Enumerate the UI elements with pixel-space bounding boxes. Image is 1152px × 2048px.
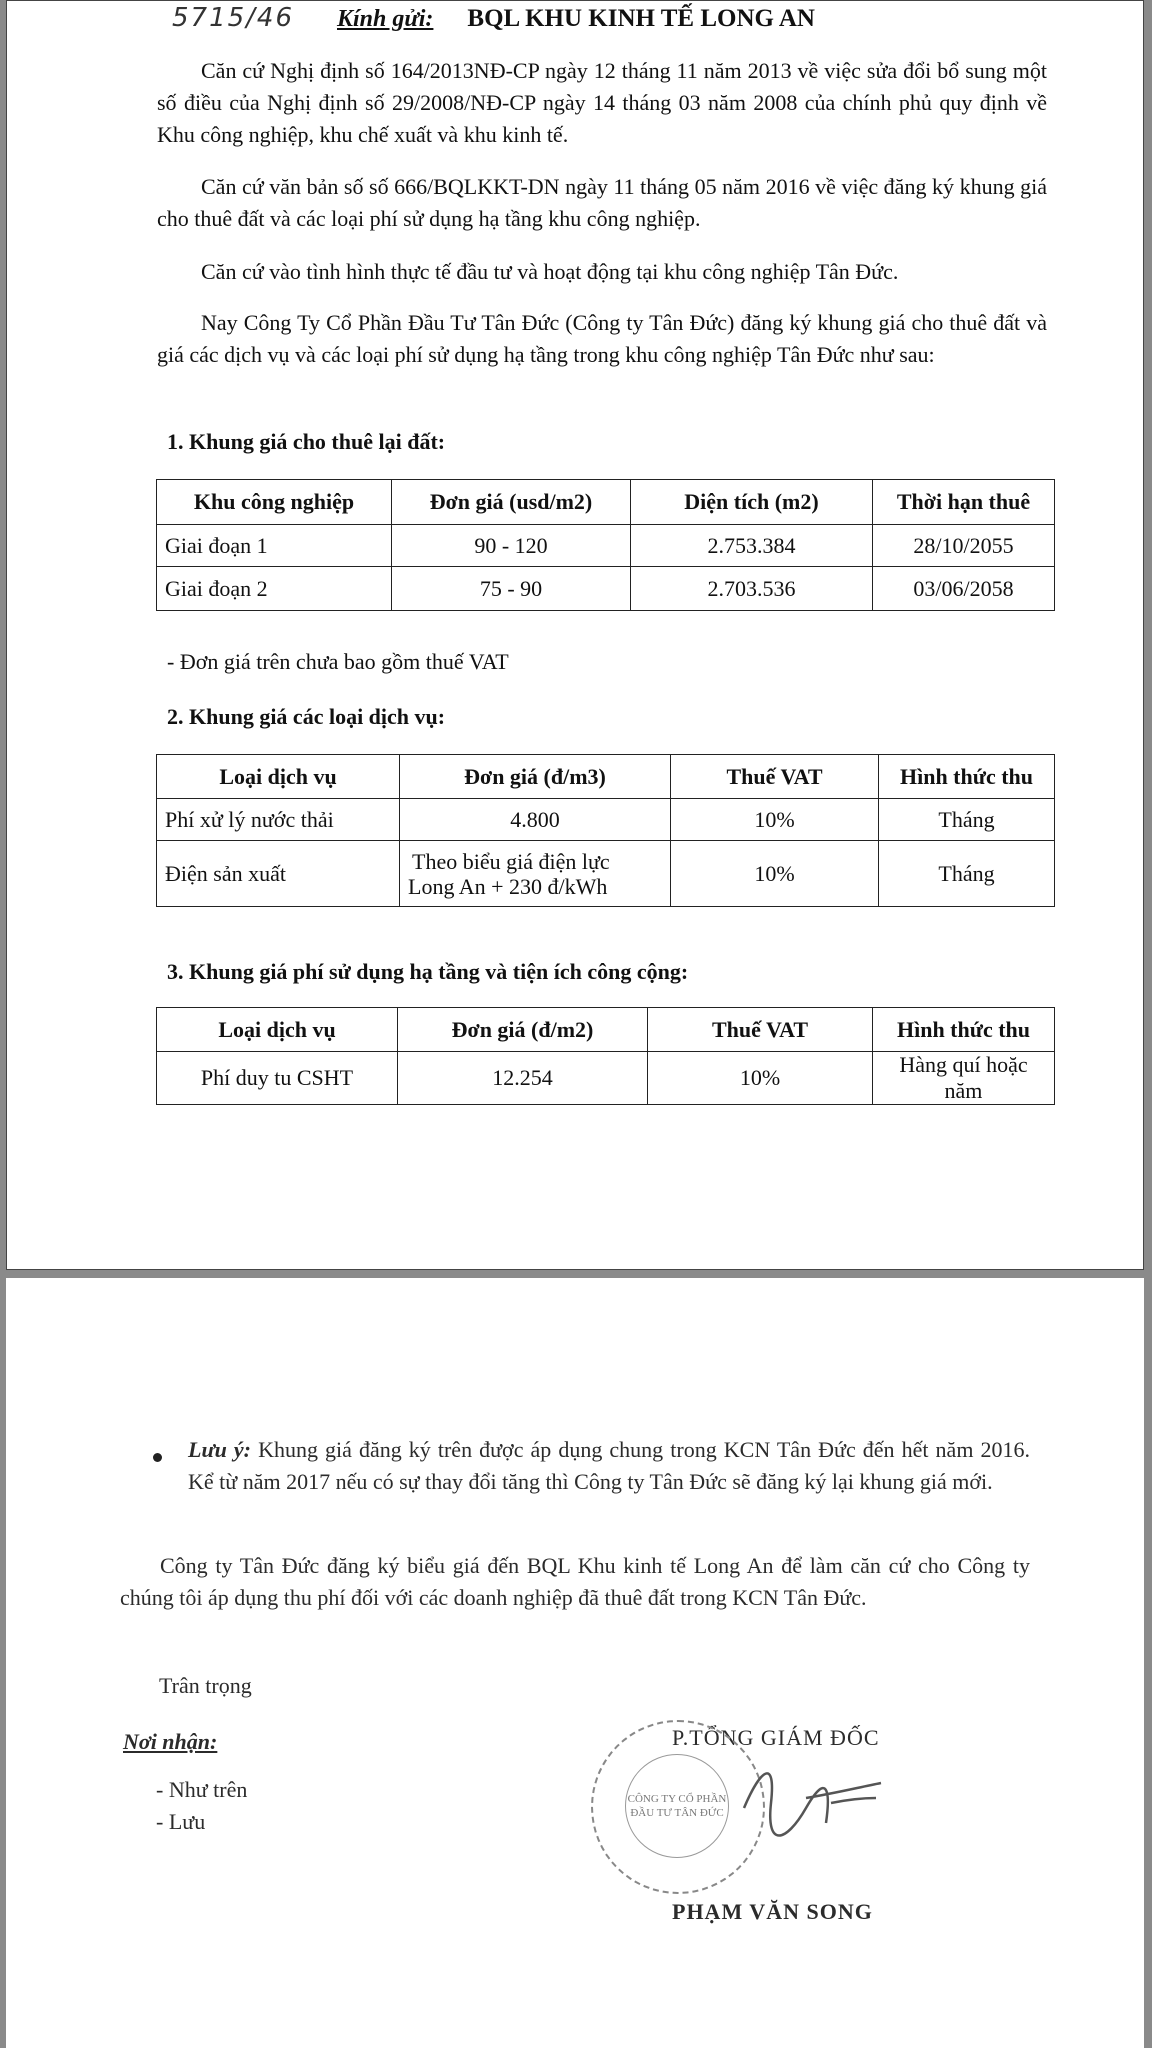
section-1-title: 1. Khung giá cho thuê lại đất: [167, 429, 446, 454]
land-lease-table [156, 479, 1055, 611]
table-header: Thuế VAT [671, 755, 879, 799]
note-paragraph [188, 1434, 1030, 1498]
infrastructure-fee-table [156, 1007, 1055, 1105]
table-header: Loại dịch vụ [157, 1008, 398, 1052]
section-3-title: 3. Khung giá phí sử dụng hạ tầng và tiện ích công cộng: [167, 959, 689, 984]
recipient-line [337, 5, 815, 33]
paragraph-legal-basis-2: Căn cứ văn bản số số 666/BQLKKT-DN ngày 11 tháng 05 năm 2016 về việc đăng ký khung giá cho thuê đất và các loại phí sử dụng hạ tầng khu công nghiệp. [157, 174, 1047, 231]
table-cell: 10% [671, 841, 879, 907]
table-cell [400, 841, 671, 907]
note-label: Lưu ý: [188, 1437, 252, 1462]
table-row [157, 841, 1055, 907]
recipient-name: BQL KHU KINH TẾ LONG AN [467, 5, 815, 32]
paragraph-intro: Nay Công Ty Cổ Phần Đầu Tư Tân Đức (Công ty Tân Đức) đăng ký khung giá cho thuê đất và giá các dịch vụ và các loại phí sử dụng hạ tầng trong khu công nghiệp Tân Đức như sau: [157, 310, 1047, 367]
table-cell: 10% [648, 1052, 873, 1105]
table-cell: 12.254 [398, 1052, 648, 1105]
services-table [156, 754, 1055, 907]
table-header: Loại dịch vụ [157, 755, 400, 799]
document-page-2 [6, 1278, 1144, 2048]
regards: Trân trọng [159, 1673, 252, 1698]
table-header: Diện tích (m2) [631, 480, 873, 525]
table-row [157, 1052, 1055, 1105]
section-2-title: 2. Khung giá các loại dịch vụ: [167, 704, 446, 729]
table-header-row [157, 1008, 1055, 1052]
table-header: Đơn giá (đ/m2) [398, 1008, 648, 1052]
paragraph-legal-basis-1: Căn cứ Nghị định số 164/2013NĐ-CP ngày 12 tháng 11 năm 2013 về việc sửa đổi bổ sung một số điều của Nghị định số 29/2008/NĐ-CP ngày 14 tháng 03 năm 2008 của chính phủ quy định về Khu công nghiệp, khu chế xuất và khu kinh tế. [157, 58, 1047, 147]
table-cell: 2.753.384 [631, 525, 873, 567]
recipient-item: - Như trên [156, 1777, 248, 1802]
table-cell: Giai đoạn 1 [157, 525, 392, 567]
signer-title: P.TỔNG GIÁM ĐỐC [672, 1725, 880, 1750]
table-header-row [157, 480, 1055, 525]
recipient-label: Kính gửi: [337, 6, 434, 32]
table-header: Đơn giá (đ/m3) [400, 755, 671, 799]
recipients-label: Nơi nhận: [123, 1729, 218, 1754]
table-cell: Phí xử lý nước thải [157, 799, 400, 841]
table-row [157, 567, 1055, 611]
table-cell: Điện sản xuất [157, 841, 400, 907]
price-line-2: Long An + 230 đ/kWh [408, 873, 608, 899]
table-cell: Tháng [879, 841, 1055, 907]
table-cell: 75 - 90 [392, 567, 631, 611]
document-page-1 [6, 0, 1144, 1270]
table-header: Thuế VAT [648, 1008, 873, 1052]
table-header: Khu công nghiệp [157, 480, 392, 525]
note-text: Khung giá đăng ký trên được áp dụng chung trong KCN Tân Đức đến hết năm 2016. Kể từ năm 2017 nếu có sự thay đổi tăng thì Công ty Tân Đức sẽ đăng ký lại khung giá mới. [188, 1437, 1030, 1494]
table-header: Thời hạn thuê [873, 480, 1055, 525]
table-cell: Hàng quí hoặc năm [873, 1052, 1055, 1105]
table-row [157, 525, 1055, 567]
table-cell: 2.703.536 [631, 567, 873, 611]
paragraph-legal-basis-3: Căn cứ vào tình hình thực tế đầu tư và hoạt động tại khu công nghiệp Tân Đức. [201, 259, 899, 284]
vat-note: - Đơn giá trên chưa bao gồm thuế VAT [167, 649, 509, 674]
table-cell: Phí duy tu CSHT [157, 1052, 398, 1105]
handwritten-reference: 5715/46 [172, 3, 295, 33]
table-header: Hình thức thu [879, 755, 1055, 799]
table-cell: 28/10/2055 [873, 525, 1055, 567]
signature-icon [736, 1748, 886, 1858]
table-cell: Tháng [879, 799, 1055, 841]
bullet-icon [153, 1453, 162, 1462]
table-header: Đơn giá (usd/m2) [392, 480, 631, 525]
stamp-text: CÔNG TY CỔ PHẦN ĐẦU TƯ TÂN ĐỨC [625, 1754, 729, 1858]
table-cell: 4.800 [400, 799, 671, 841]
recipient-item: - Lưu [156, 1809, 206, 1834]
table-header: Hình thức thu [873, 1008, 1055, 1052]
table-cell: 90 - 120 [392, 525, 631, 567]
price-line-1: Theo biểu giá điện lực [412, 848, 610, 874]
table-cell: 10% [671, 799, 879, 841]
closing-paragraph: Công ty Tân Đức đăng ký biểu giá đến BQL Khu kinh tế Long An để làm căn cứ cho Công ty chúng tôi áp dụng thu phí đối với các doanh nghiệp đã thuê đất trong KCN Tân Đức. [120, 1553, 1030, 1610]
signer-name: PHẠM VĂN SONG [672, 1899, 873, 1924]
table-cell: Giai đoạn 2 [157, 567, 392, 611]
table-header-row [157, 755, 1055, 799]
table-row [157, 799, 1055, 841]
table-cell: 03/06/2058 [873, 567, 1055, 611]
